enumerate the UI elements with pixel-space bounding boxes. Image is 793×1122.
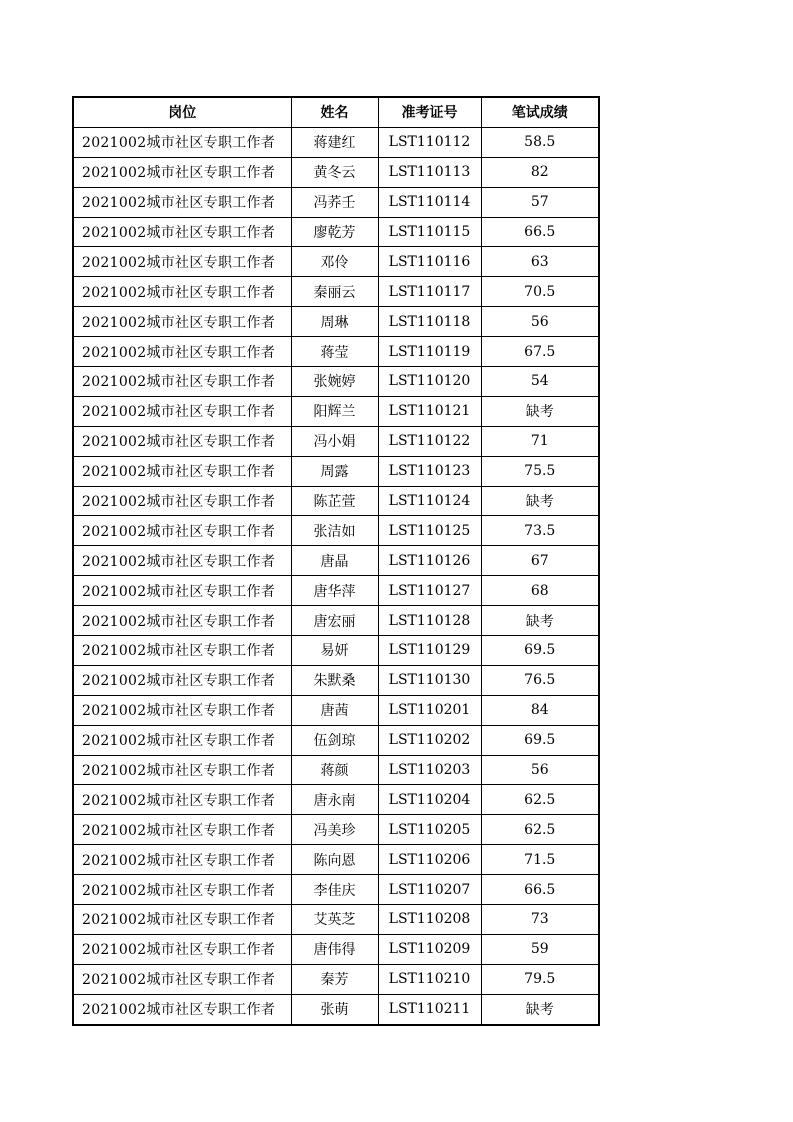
cell-written-score: 62.5 <box>481 815 599 845</box>
cell-admission-number: LST110114 <box>378 187 481 217</box>
cell-position: 2021002城市社区专职工作者 <box>73 695 291 725</box>
cell-name: 秦芳 <box>291 964 378 994</box>
cell-admission-number: LST110210 <box>378 964 481 994</box>
cell-position: 2021002城市社区专职工作者 <box>73 217 291 247</box>
cell-written-score: 54 <box>481 367 599 397</box>
table-row <box>73 665 599 695</box>
cell-written-score: 70.5 <box>481 277 599 307</box>
cell-name: 蒋建红 <box>291 127 378 157</box>
cell-position: 2021002城市社区专职工作者 <box>73 934 291 964</box>
header-written-score: 笔试成绩 <box>481 97 599 127</box>
cell-admission-number: LST110207 <box>378 875 481 905</box>
table-row <box>73 127 599 157</box>
cell-written-score: 69.5 <box>481 636 599 666</box>
cell-name: 李佳庆 <box>291 875 378 905</box>
cell-admission-number: LST110206 <box>378 845 481 875</box>
cell-name: 张婉婷 <box>291 367 378 397</box>
cell-name: 冯荞壬 <box>291 187 378 217</box>
cell-name: 唐永南 <box>291 785 378 815</box>
cell-admission-number: LST110123 <box>378 456 481 486</box>
cell-written-score: 67.5 <box>481 337 599 367</box>
table-row <box>73 934 599 964</box>
table-row <box>73 905 599 935</box>
cell-name: 易妍 <box>291 636 378 666</box>
cell-admission-number: LST110122 <box>378 426 481 456</box>
cell-written-score: 58.5 <box>481 127 599 157</box>
cell-position: 2021002城市社区专职工作者 <box>73 127 291 157</box>
cell-written-score: 66.5 <box>481 217 599 247</box>
cell-name: 蒋莹 <box>291 337 378 367</box>
cell-position: 2021002城市社区专职工作者 <box>73 157 291 187</box>
table-body <box>73 127 599 1024</box>
table-row <box>73 217 599 247</box>
cell-name: 唐伟得 <box>291 934 378 964</box>
table-row <box>73 367 599 397</box>
cell-name: 冯美珍 <box>291 815 378 845</box>
cell-position: 2021002城市社区专职工作者 <box>73 964 291 994</box>
cell-admission-number: LST110118 <box>378 307 481 337</box>
cell-admission-number: LST110129 <box>378 636 481 666</box>
cell-admission-number: LST110128 <box>378 606 481 636</box>
cell-position: 2021002城市社区专职工作者 <box>73 456 291 486</box>
cell-admission-number: LST110211 <box>378 994 481 1024</box>
cell-admission-number: LST110126 <box>378 546 481 576</box>
table-row <box>73 725 599 755</box>
cell-position: 2021002城市社区专职工作者 <box>73 307 291 337</box>
cell-position: 2021002城市社区专职工作者 <box>73 845 291 875</box>
cell-written-score: 63 <box>481 247 599 277</box>
cell-admission-number: LST110119 <box>378 337 481 367</box>
table-row <box>73 875 599 905</box>
cell-position: 2021002城市社区专职工作者 <box>73 785 291 815</box>
cell-position: 2021002城市社区专职工作者 <box>73 187 291 217</box>
table-row <box>73 964 599 994</box>
cell-name: 蒋颜 <box>291 755 378 785</box>
cell-admission-number: LST110204 <box>378 785 481 815</box>
cell-position: 2021002城市社区专职工作者 <box>73 725 291 755</box>
cell-written-score: 缺考 <box>481 396 599 426</box>
cell-admission-number: LST110130 <box>378 665 481 695</box>
cell-position: 2021002城市社区专职工作者 <box>73 636 291 666</box>
table-row <box>73 307 599 337</box>
cell-name: 阳辉兰 <box>291 396 378 426</box>
cell-position: 2021002城市社区专职工作者 <box>73 396 291 426</box>
cell-name: 周露 <box>291 456 378 486</box>
cell-name: 唐茜 <box>291 695 378 725</box>
table-row <box>73 396 599 426</box>
cell-written-score: 57 <box>481 187 599 217</box>
cell-position: 2021002城市社区专职工作者 <box>73 875 291 905</box>
cell-position: 2021002城市社区专职工作者 <box>73 426 291 456</box>
cell-name: 冯小娟 <box>291 426 378 456</box>
table-row <box>73 456 599 486</box>
cell-written-score: 67 <box>481 546 599 576</box>
table-row <box>73 845 599 875</box>
cell-written-score: 56 <box>481 307 599 337</box>
cell-written-score: 73 <box>481 905 599 935</box>
cell-admission-number: LST110127 <box>378 576 481 606</box>
cell-admission-number: LST110115 <box>378 217 481 247</box>
table-row <box>73 785 599 815</box>
cell-admission-number: LST110117 <box>378 277 481 307</box>
table-row <box>73 576 599 606</box>
cell-admission-number: LST110203 <box>378 755 481 785</box>
table-header-row <box>73 97 599 127</box>
cell-written-score: 缺考 <box>481 994 599 1024</box>
cell-name: 朱默桑 <box>291 665 378 695</box>
table-row <box>73 546 599 576</box>
cell-written-score: 缺考 <box>481 486 599 516</box>
cell-name: 张洁如 <box>291 516 378 546</box>
table-row <box>73 277 599 307</box>
table-row <box>73 755 599 785</box>
cell-position: 2021002城市社区专职工作者 <box>73 755 291 785</box>
cell-admission-number: LST110209 <box>378 934 481 964</box>
cell-written-score: 84 <box>481 695 599 725</box>
cell-position: 2021002城市社区专职工作者 <box>73 367 291 397</box>
cell-name: 黄冬云 <box>291 157 378 187</box>
cell-admission-number: LST110124 <box>378 486 481 516</box>
cell-written-score: 73.5 <box>481 516 599 546</box>
cell-name: 陈芷萱 <box>291 486 378 516</box>
cell-written-score: 71.5 <box>481 845 599 875</box>
table-row <box>73 606 599 636</box>
table-row <box>73 815 599 845</box>
cell-admission-number: LST110112 <box>378 127 481 157</box>
cell-written-score: 79.5 <box>481 964 599 994</box>
cell-admission-number: LST110116 <box>378 247 481 277</box>
cell-position: 2021002城市社区专职工作者 <box>73 576 291 606</box>
cell-name: 唐宏丽 <box>291 606 378 636</box>
cell-written-score: 59 <box>481 934 599 964</box>
cell-written-score: 62.5 <box>481 785 599 815</box>
header-position: 岗位 <box>73 97 291 127</box>
cell-name: 陈向恩 <box>291 845 378 875</box>
cell-admission-number: LST110125 <box>378 516 481 546</box>
table-row <box>73 426 599 456</box>
cell-written-score: 76.5 <box>481 665 599 695</box>
cell-name: 邓伶 <box>291 247 378 277</box>
cell-position: 2021002城市社区专职工作者 <box>73 606 291 636</box>
cell-written-score: 75.5 <box>481 456 599 486</box>
cell-admission-number: LST110121 <box>378 396 481 426</box>
cell-position: 2021002城市社区专职工作者 <box>73 247 291 277</box>
cell-name: 周琳 <box>291 307 378 337</box>
score-table <box>72 96 600 1026</box>
table-row <box>73 187 599 217</box>
cell-written-score: 68 <box>481 576 599 606</box>
cell-position: 2021002城市社区专职工作者 <box>73 486 291 516</box>
cell-written-score: 缺考 <box>481 606 599 636</box>
cell-position: 2021002城市社区专职工作者 <box>73 815 291 845</box>
cell-name: 唐晶 <box>291 546 378 576</box>
cell-written-score: 56 <box>481 755 599 785</box>
cell-position: 2021002城市社区专职工作者 <box>73 516 291 546</box>
cell-name: 秦丽云 <box>291 277 378 307</box>
cell-position: 2021002城市社区专职工作者 <box>73 905 291 935</box>
cell-name: 廖乾芳 <box>291 217 378 247</box>
cell-admission-number: LST110113 <box>378 157 481 187</box>
cell-name: 张萌 <box>291 994 378 1024</box>
cell-position: 2021002城市社区专职工作者 <box>73 546 291 576</box>
cell-admission-number: LST110208 <box>378 905 481 935</box>
cell-written-score: 82 <box>481 157 599 187</box>
cell-position: 2021002城市社区专职工作者 <box>73 665 291 695</box>
header-admission-number: 准考证号 <box>378 97 481 127</box>
table-row <box>73 337 599 367</box>
table-row <box>73 157 599 187</box>
cell-written-score: 66.5 <box>481 875 599 905</box>
cell-admission-number: LST110202 <box>378 725 481 755</box>
table-row <box>73 486 599 516</box>
table-row <box>73 994 599 1024</box>
cell-written-score: 71 <box>481 426 599 456</box>
header-name: 姓名 <box>291 97 378 127</box>
cell-name: 唐华萍 <box>291 576 378 606</box>
table-row <box>73 516 599 546</box>
table-row <box>73 247 599 277</box>
cell-position: 2021002城市社区专职工作者 <box>73 994 291 1024</box>
cell-name: 伍剑琼 <box>291 725 378 755</box>
table-row <box>73 636 599 666</box>
cell-admission-number: LST110205 <box>378 815 481 845</box>
cell-position: 2021002城市社区专职工作者 <box>73 277 291 307</box>
cell-written-score: 69.5 <box>481 725 599 755</box>
cell-admission-number: LST110201 <box>378 695 481 725</box>
table-row <box>73 695 599 725</box>
cell-admission-number: LST110120 <box>378 367 481 397</box>
cell-position: 2021002城市社区专职工作者 <box>73 337 291 367</box>
cell-name: 艾英芝 <box>291 905 378 935</box>
